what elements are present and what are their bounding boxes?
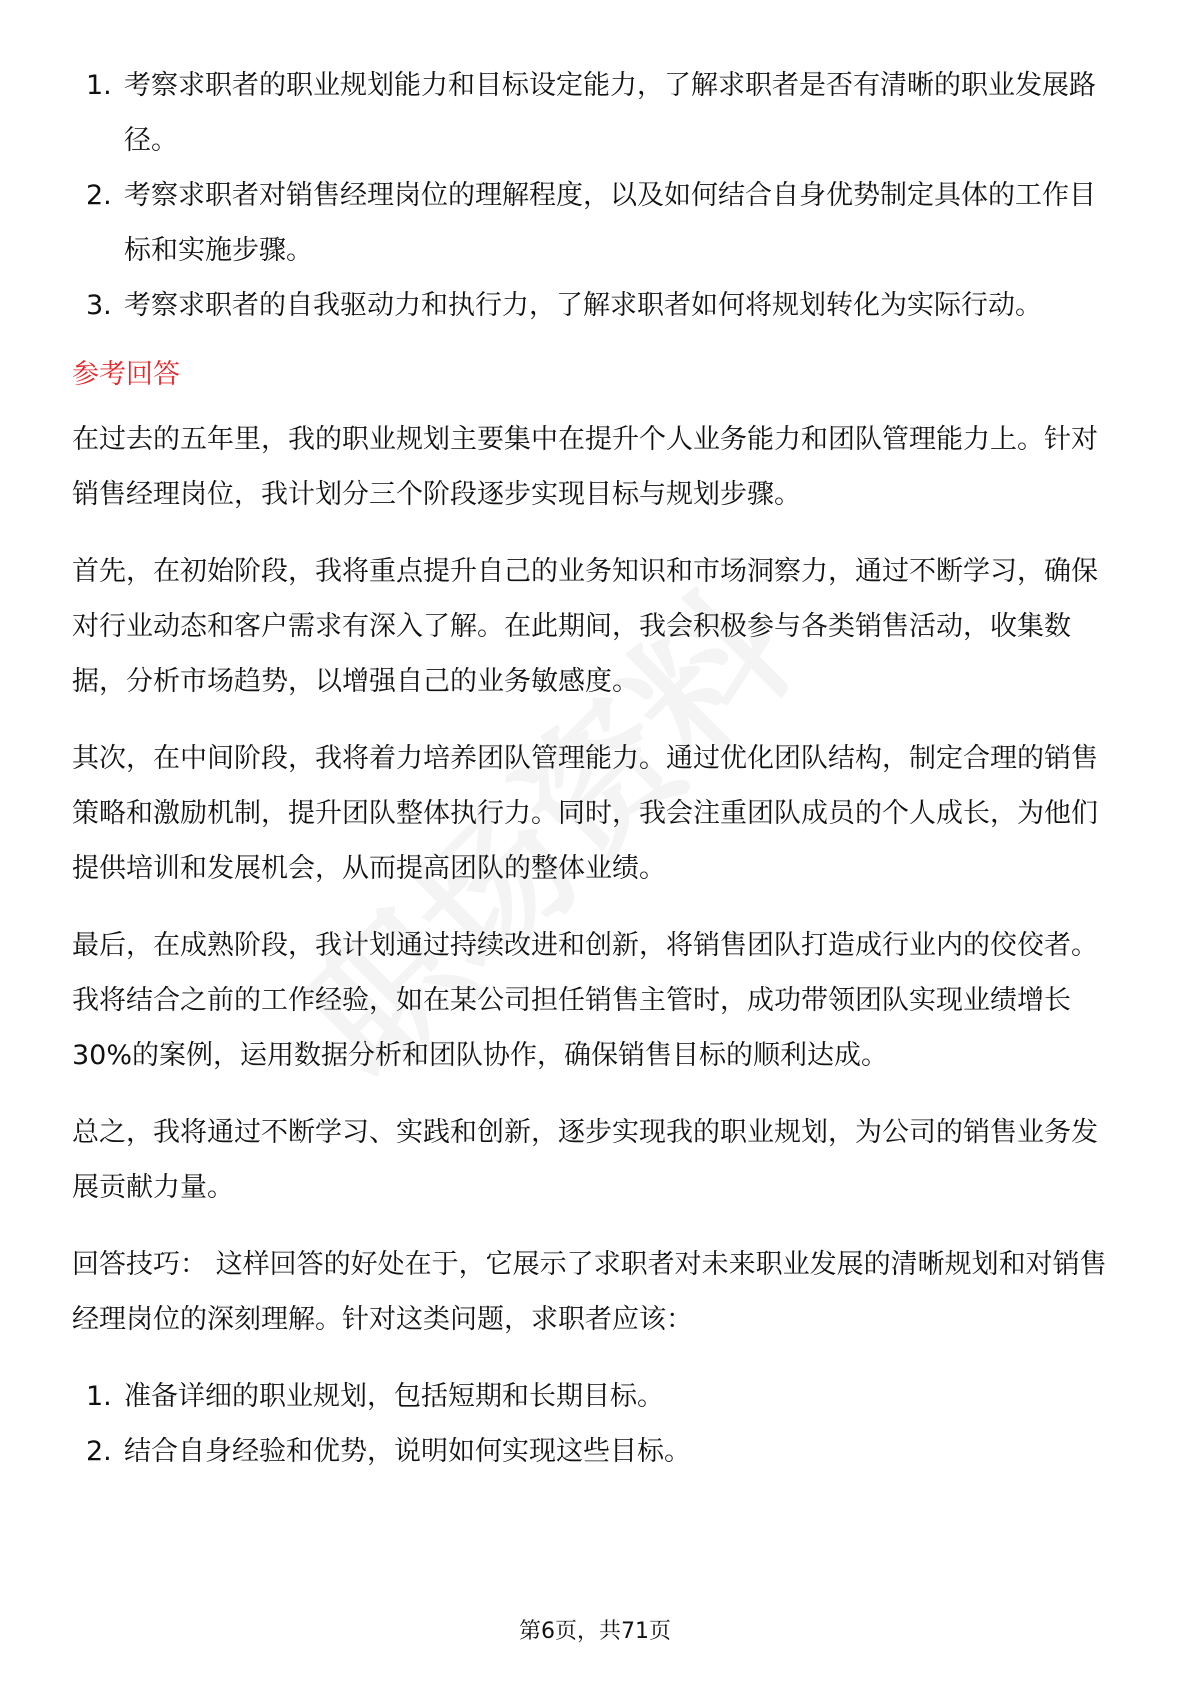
page-content (72, 58, 1122, 1479)
list-number: 2. (86, 180, 112, 211)
list-item (72, 58, 1122, 168)
paragraph: 最后，在成熟阶段，我计划通过持续改进和创新，将销售团队打造成行业内的佼佼者。我将结合之前的工作经验，如在某公司担任销售主管时，成功带领团队实现业绩增长30%的案例，运用数据分析和团队协作，确保销售目标的顺利达成。 (72, 930, 1098, 1071)
list-text: 结合自身经验和优势，说明如何实现这些目标。 (124, 1436, 691, 1467)
list-item (72, 168, 1122, 278)
list-text: 考察求职者的自我驱动力和执行力，了解求职者如何将规划转化为实际行动。 (124, 290, 1042, 321)
paragraph: 回答技巧： 这样回答的好处在于，它展示了求职者对未来职业发展的清晰规划和对销售经理岗位的深刻理解。针对这类问题，求职者应该： (72, 1249, 1107, 1335)
list-number: 1. (86, 70, 112, 101)
list-text: 考察求职者对销售经理岗位的理解程度，以及如何结合自身优势制定具体的工作目标和实施步骤。 (124, 180, 1096, 266)
list-text: 考察求职者的职业规划能力和目标设定能力，了解求职者是否有清晰的职业发展路径。 (124, 70, 1096, 156)
list-number: 1. (86, 1381, 112, 1412)
list-text: 准备详细的职业规划，包括短期和长期目标。 (124, 1381, 664, 1412)
page-number-footer: 第6页，共71页 (519, 1619, 671, 1644)
list-item (72, 1424, 1122, 1479)
list-item (72, 1369, 1122, 1424)
list-number: 2. (86, 1436, 112, 1467)
criteria-list (72, 58, 1122, 333)
section-title: 参考回答 (72, 359, 180, 390)
tips-list (72, 1369, 1122, 1479)
paragraph: 其次，在中间阶段，我将着力培养团队管理能力。通过优化团队结构，制定合理的销售策略和激励机制，提升团队整体执行力。同时，我会注重团队成员的个人成长，为他们提供培训和发展机会，从而提高团队的整体业绩。 (72, 743, 1098, 884)
paragraph: 总之，我将通过不断学习、实践和创新，逐步实现我的职业规划，为公司的销售业务发展贡献力量。 (72, 1117, 1098, 1203)
paragraph: 在过去的五年里，我的职业规划主要集中在提升个人业务能力和团队管理能力上。针对销售经理岗位，我计划分三个阶段逐步实现目标与规划步骤。 (72, 424, 1098, 510)
list-number: 3. (86, 290, 112, 321)
list-item (72, 278, 1122, 333)
paragraph: 首先，在初始阶段，我将重点提升自己的业务知识和市场洞察力，通过不断学习，确保对行业动态和客户需求有深入了解。在此期间，我会积极参与各类销售活动，收集数据，分析市场趋势，以增强自己的业务敏感度。 (72, 556, 1098, 697)
